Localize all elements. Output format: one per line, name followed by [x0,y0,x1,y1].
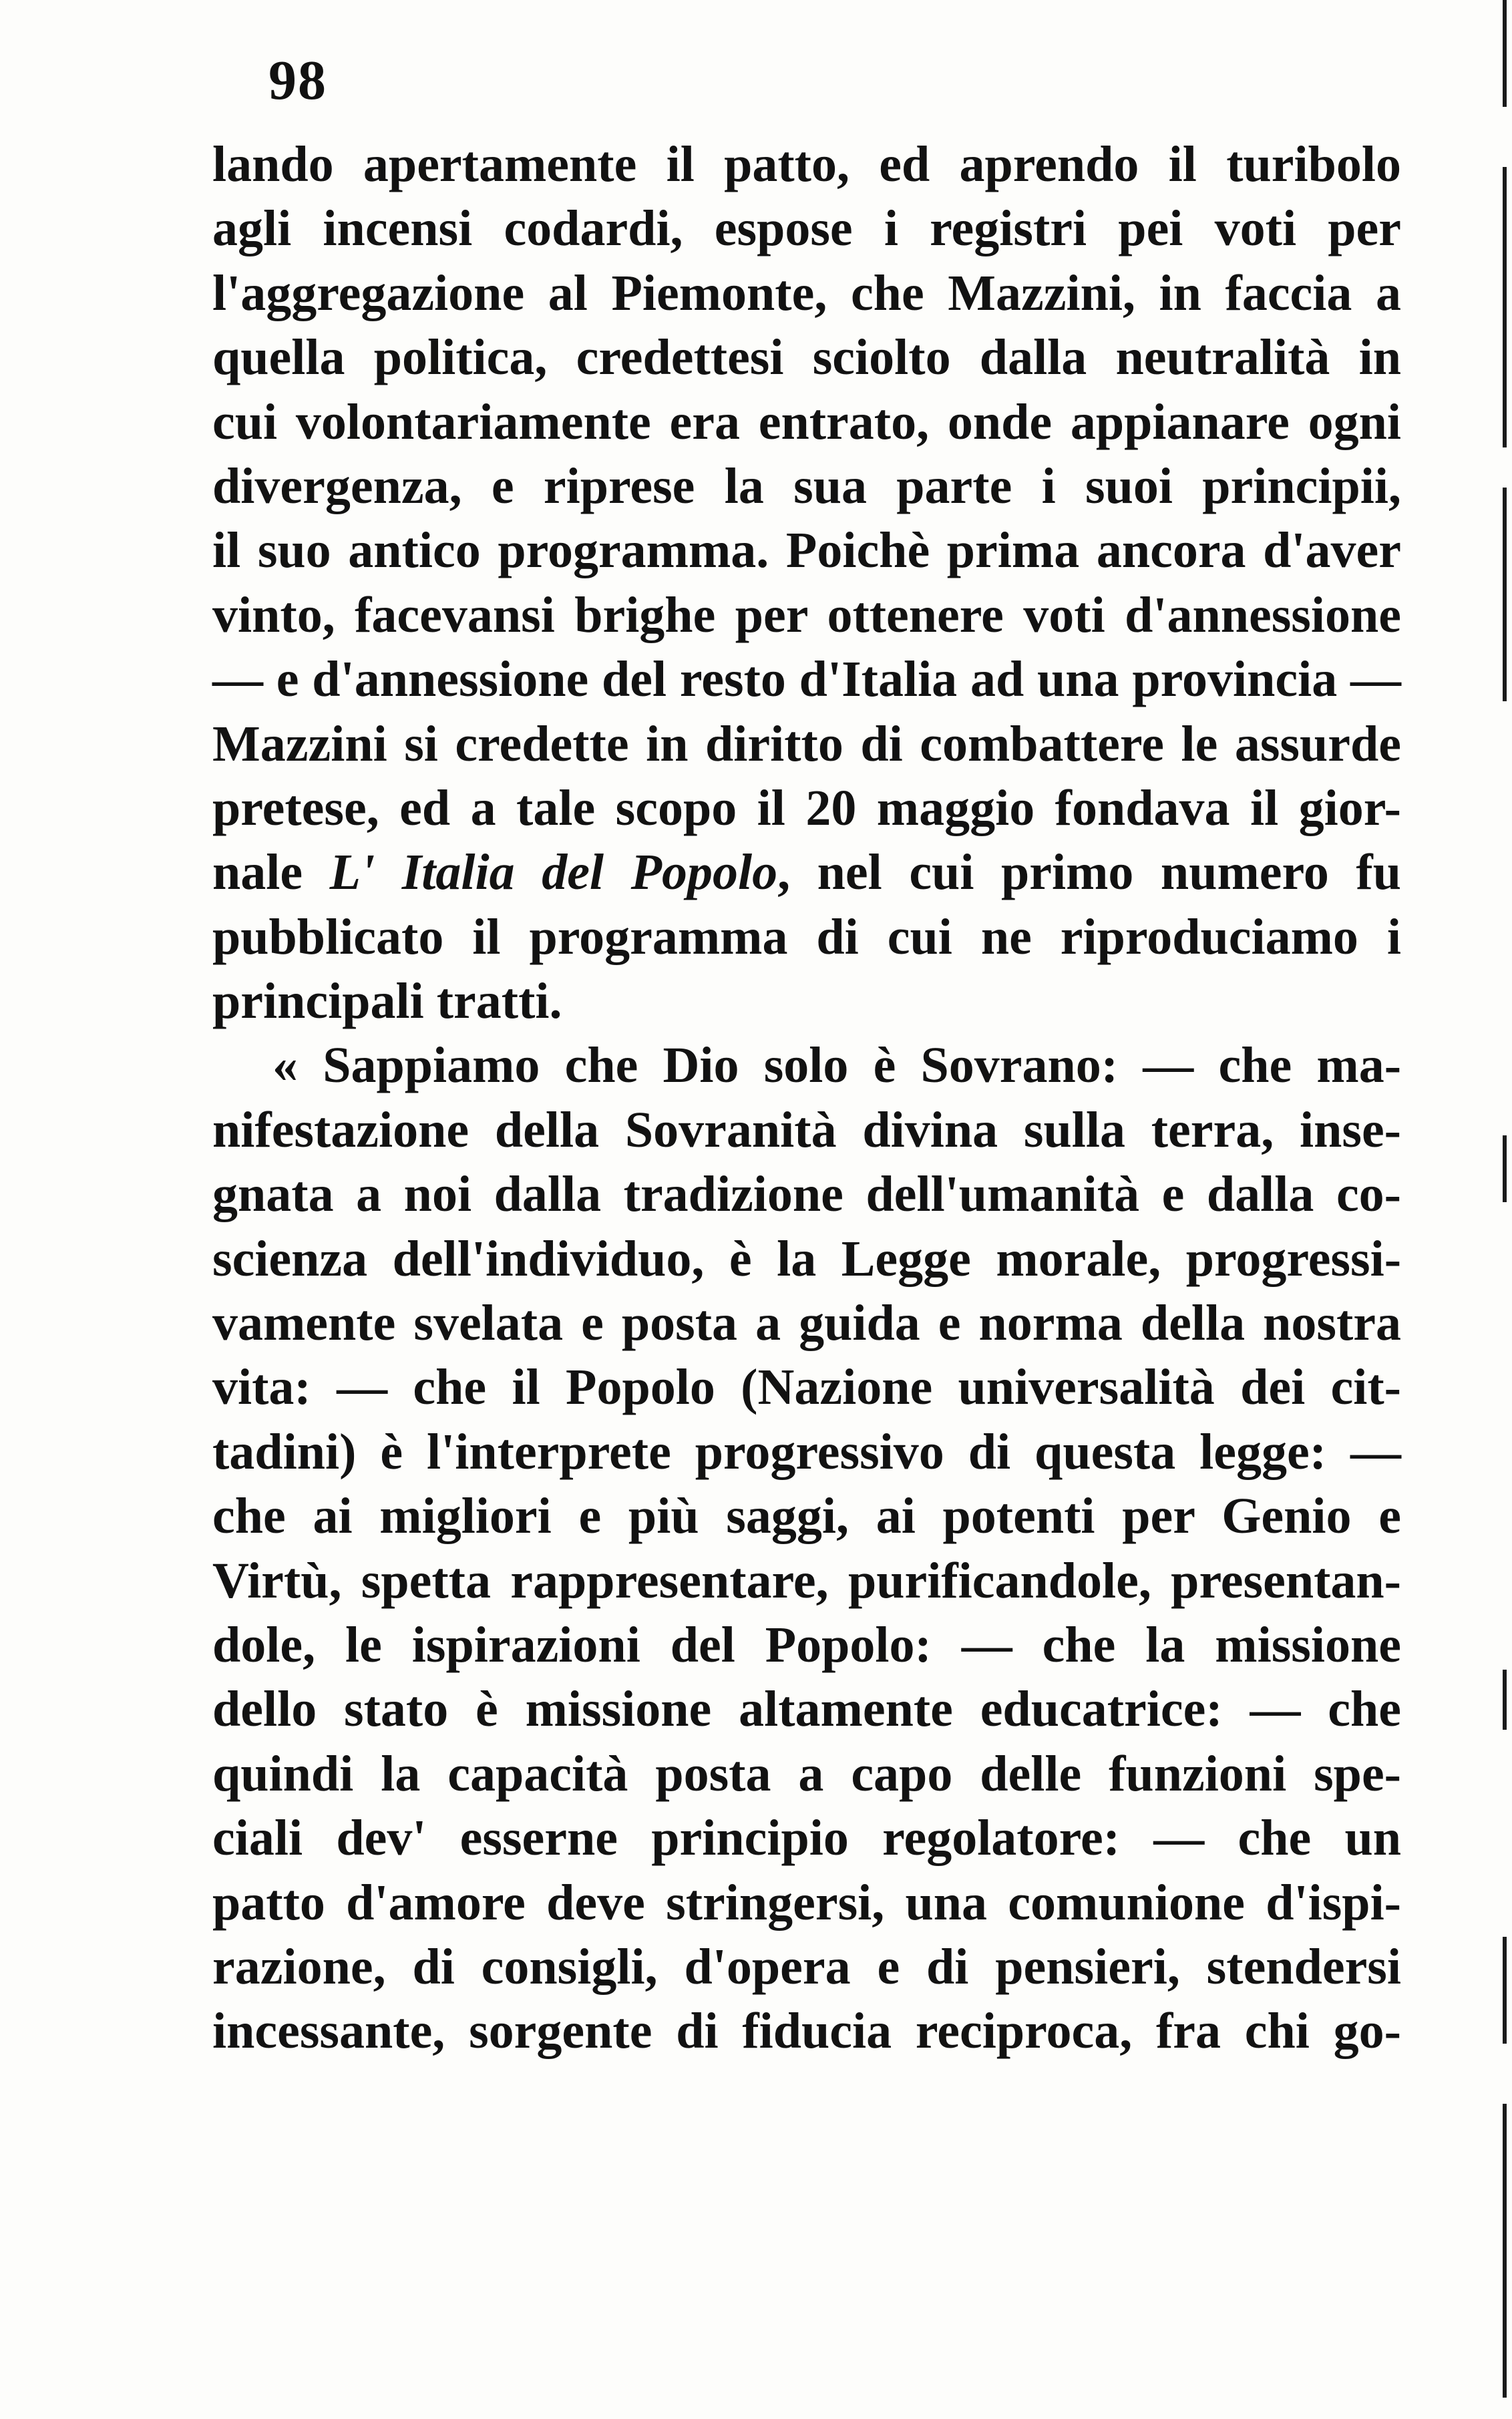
text-line: Virtù, spetta rappresentare, purificandole, presentan- [212,1552,1401,1609]
text-line: dole, le ispirazioni del Popolo: — che la missione [212,1616,1401,1673]
page-edge-mark [1503,2104,1507,2398]
text-line: divergenza, e riprese la sua parte i suoi principii, [212,457,1401,514]
text-line: — e d'annessione del resto d'Italia ad una provincia — [212,651,1401,708]
text-line: tadini) è l'interprete progressivo di questa legge: — [212,1423,1401,1480]
page-edge-mark [1503,0,1507,107]
text-line: quella politica, credettesi sciolto dalla neutralità in [212,329,1401,386]
text-line: ciali dev' esserne principio regolatore: — che un [212,1810,1401,1867]
text-line: « Sappiamo che Dio solo è Sovrano: — che ma- [272,1037,1401,1094]
text-line: Mazzini si credette in diritto di combattere le assurde [212,715,1401,772]
text-line: pretese, ed a tale scopo il 20 maggio fondava il gior- [212,779,1401,836]
page-edge-mark [1503,1135,1507,1202]
text-line: vinto, facevansi brighe per ottenere voti d'annessione [212,586,1401,643]
text-line: patto d'amore deve stringersi, una comunione d'ispi- [212,1874,1401,1931]
page-edge-mark [1503,1937,1507,2044]
text-line: agli incensi codardi, espose i registri pei voti per [212,200,1401,257]
text-line: nifestazione della Sovranità divina sulla terra, inse- [212,1101,1401,1158]
text-line: pubblicato il programma di cui ne riproduciamo i [212,908,1401,965]
text-line: vita: — che il Popolo (Nazione universalità dei cit- [212,1359,1401,1416]
text-line: cui volontariamente era entrato, onde appianare ogni [212,393,1401,450]
text-line: vamente svelata e posta a guida e norma della nostra [212,1295,1401,1352]
text-line: che ai migliori e più saggi, ai potenti per Genio e [212,1488,1401,1545]
text-segment: nale [212,844,330,901]
page-edge-mark [1503,167,1507,447]
text-line [212,840,1401,904]
text-line: scienza dell'individuo, è la Legge morale, progressi- [212,1230,1401,1287]
newspaper-title: L' Italia del Popolo [329,844,778,901]
text-line: gnata a noi dalla tradizione dell'umanità e dalla co- [212,1166,1401,1223]
text-line: l'aggregazione al Piemonte, che Mazzini, in faccia a [212,264,1401,321]
text-line: incessante, sorgente di fiducia reciproca, fra chi go- [212,2003,1401,2060]
text-line: razione, di consigli, d'opera e di pensieri, stendersi [212,1938,1401,1995]
text-line: quindi la capacità posta a capo delle funzioni spe- [212,1745,1401,1802]
page-edge-mark [1503,1670,1507,1730]
body-text [212,132,1401,2064]
text-line: dello stato è missione altamente educatrice: — che [212,1681,1401,1738]
page-edge-mark [1503,488,1507,701]
page-number: 98 [268,49,327,112]
text-segment: , nel cui primo numero fu [777,844,1401,901]
text-line: lando apertamente il patto, ed aprendo il turibolo [212,136,1401,192]
text-line: principali tratti. [212,973,562,1030]
text-line: il suo antico programma. Poichè prima ancora d'aver [212,522,1401,579]
